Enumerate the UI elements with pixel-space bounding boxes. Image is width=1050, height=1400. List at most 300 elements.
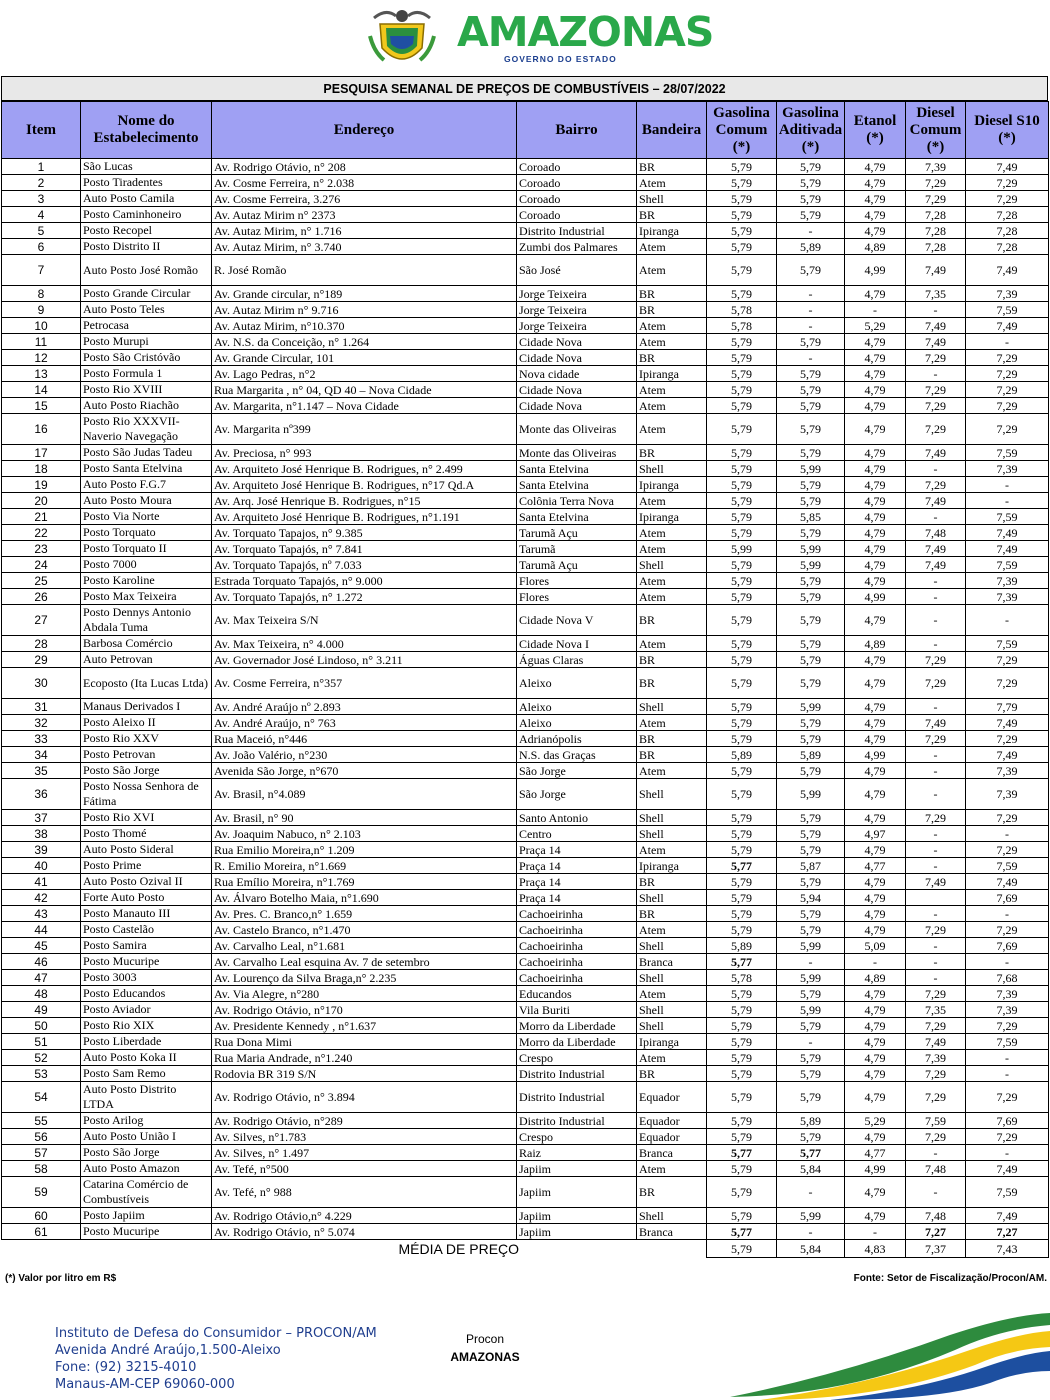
cell-flag: Shell [637,826,707,842]
cell-item: 42 [2,890,81,906]
col-gas-common: Gasolina Comum (*) [707,102,777,159]
cell-diesel: 7,49 [906,445,966,461]
cell-district: Morro da Liberdade [517,1034,637,1050]
cell-flag: BR [637,874,707,890]
cell-ethanol: - [845,954,906,970]
table-row [2,1066,1049,1082]
col-item: Item [2,102,81,159]
cell-station-name: Posto Samira [81,938,212,954]
cell-district: Jorge Teixeira [517,302,637,318]
cell-station-name: Auto Posto União I [81,1129,212,1145]
cell-address: Av. Pres. C. Branco,n° 1.659 [212,906,517,922]
cell-district: Distrito Industrial [517,1082,637,1113]
cell-flag: Shell [637,461,707,477]
cell-gas-additive: 5,79 [777,175,845,191]
avg-diesel: 7,37 [906,1240,966,1258]
col-name-line1: Nome do [117,113,175,129]
cell-flag: Shell [637,810,707,826]
cell-diesel-s10: 7,29 [966,191,1049,207]
cell-station-name: Posto 3003 [81,970,212,986]
cell-ethanol: 4,79 [845,191,906,207]
cell-diesel-s10: - [966,1050,1049,1066]
cell-gas-additive: 5,79 [777,159,845,175]
table-row [2,890,1049,906]
cell-item: 45 [2,938,81,954]
cell-station-name: Barbosa Comércio [81,636,212,652]
cell-station-name: Auto Posto F.G.7 [81,477,212,493]
cell-ethanol: 4,79 [845,175,906,191]
cell-district: Distrito Industrial [517,223,637,239]
cell-station-name: Posto Rio XVI [81,810,212,826]
cell-gas-additive: 5,99 [777,970,845,986]
cell-flag: Shell [637,970,707,986]
cell-diesel-s10: - [966,826,1049,842]
table-row [2,334,1049,350]
cell-diesel: - [906,906,966,922]
cell-item: 57 [2,1145,81,1161]
cell-district: Cachoeirinha [517,906,637,922]
cell-address: Av. Via Alegre, n°280 [212,986,517,1002]
cell-gas-additive: 5,79 [777,334,845,350]
cell-flag: BR [637,1177,707,1208]
cell-diesel: 7,29 [906,477,966,493]
cell-gas-common: 5,79 [707,652,777,668]
cell-flag: BR [637,652,707,668]
cell-flag: Atem [637,255,707,286]
cell-gas-common: 5,79 [707,922,777,938]
cell-address: Av. Arq. José Henrique B. Rodrigues, n°15 [212,493,517,509]
cell-district: Flores [517,573,637,589]
cell-district: Cidade Nova I [517,636,637,652]
cell-item: 29 [2,652,81,668]
cell-gas-common: 5,79 [707,255,777,286]
table-body [2,159,1049,1240]
cell-item: 16 [2,414,81,445]
cell-item: 52 [2,1050,81,1066]
cell-diesel-s10: - [966,954,1049,970]
cell-gas-common: 5,79 [707,810,777,826]
cell-address: Av. Lourenço da Silva Braga,n° 2.235 [212,970,517,986]
cell-item: 12 [2,350,81,366]
table-row [2,922,1049,938]
cell-ethanol: 4,99 [845,1161,906,1177]
table-row [2,557,1049,573]
cell-ethanol: 4,79 [845,477,906,493]
cell-diesel: - [906,302,966,318]
cell-item: 33 [2,731,81,747]
cell-item: 19 [2,477,81,493]
cell-diesel-s10: 7,49 [966,747,1049,763]
cell-diesel-s10: - [966,906,1049,922]
brand-name: AMAZONAS [457,8,714,56]
cell-station-name: Posto Distrito II [81,239,212,255]
cell-district: Japiim [517,1177,637,1208]
cell-item: 5 [2,223,81,239]
cell-gas-common: 5,79 [707,525,777,541]
cell-diesel: 7,49 [906,541,966,557]
cell-gas-additive: - [777,223,845,239]
cell-address: Rua Emilio Moreira,n° 1.209 [212,842,517,858]
cell-diesel-s10: 7,59 [966,1034,1049,1050]
cell-gas-additive: 5,79 [777,874,845,890]
table-row [2,1082,1049,1113]
cell-district: Morro da Liberdade [517,1018,637,1034]
cell-diesel: 7,29 [906,382,966,398]
cell-item: 26 [2,589,81,605]
cell-ethanol: 4,79 [845,207,906,223]
cell-item: 31 [2,699,81,715]
cell-district: Crespo [517,1050,637,1066]
cell-gas-common: 5,79 [707,191,777,207]
cell-ethanol: 4,79 [845,1018,906,1034]
cell-station-name: Petrocasa [81,318,212,334]
cell-gas-common: 5,79 [707,906,777,922]
cell-diesel [906,890,966,906]
cell-ethanol: 4,79 [845,382,906,398]
cell-gas-common: 5,77 [707,1145,777,1161]
cell-diesel-s10: 7,49 [966,1208,1049,1224]
cell-ethanol: 4,89 [845,636,906,652]
cell-item: 15 [2,398,81,414]
cell-address: Av. Torquato Tapajós, nº 7.033 [212,557,517,573]
cell-station-name: Auto Posto Moura [81,493,212,509]
cell-ethanol: 4,79 [845,1050,906,1066]
cell-diesel: 7,29 [906,652,966,668]
cell-diesel: 7,49 [906,318,966,334]
cell-gas-common: 5,79 [707,493,777,509]
cell-diesel-s10: 7,59 [966,509,1049,525]
cell-address: Av. Rodrigo Otávio, n°289 [212,1113,517,1129]
cell-gas-common: 5,79 [707,636,777,652]
table-row [2,445,1049,461]
cell-station-name: Posto Thomé [81,826,212,842]
cell-gas-additive: 5,87 [777,858,845,874]
cell-item: 46 [2,954,81,970]
cell-district: São José [517,255,637,286]
cell-address: Av. Torquato Tapajos, n° 9.385 [212,525,517,541]
cell-ethanol: 4,79 [845,334,906,350]
table-row [2,286,1049,302]
cell-flag: BR [637,668,707,699]
cell-station-name: São Lucas [81,159,212,175]
cell-diesel-s10: 7,29 [966,731,1049,747]
cell-gas-common: 5,79 [707,557,777,573]
table-row [2,414,1049,445]
cell-diesel: 7,48 [906,1161,966,1177]
table-row [2,668,1049,699]
col-address: Endereço [212,102,517,159]
cell-ethanol: 4,79 [845,874,906,890]
cell-gas-common: 5,79 [707,1208,777,1224]
cell-district: São Jorge [517,763,637,779]
cell-station-name: Posto Educandos [81,986,212,1002]
cell-gas-common: 5,79 [707,1113,777,1129]
cell-station-name: Manaus Derivados I [81,699,212,715]
cell-diesel-s10: 7,29 [966,175,1049,191]
cell-ethanol: 4,99 [845,589,906,605]
table-row [2,382,1049,398]
cell-diesel-s10: 7,49 [966,318,1049,334]
cell-district: Tarumã Açu [517,525,637,541]
cell-ethanol: 4,79 [845,525,906,541]
cell-item: 56 [2,1129,81,1145]
cell-gas-additive: 5,79 [777,207,845,223]
cell-item: 39 [2,842,81,858]
cell-item: 41 [2,874,81,890]
cell-gas-additive: 5,79 [777,1129,845,1145]
cell-diesel-s10: - [966,1145,1049,1161]
cell-ethanol: 4,79 [845,1082,906,1113]
cell-address: Av. Torquato Tapajós, n° 7.841 [212,541,517,557]
cell-station-name: Posto Santa Etelvina [81,461,212,477]
cell-district: Monte das Oliveiras [517,445,637,461]
cell-address: Av. Arquiteto José Henrique B. Rodrigues, n°1.191 [212,509,517,525]
cell-ethanol: 4,79 [845,509,906,525]
cell-ethanol: 4,79 [845,350,906,366]
cell-gas-common: 5,79 [707,731,777,747]
cell-address: Av. Presidente Kennedy , n°1.637 [212,1018,517,1034]
cell-district: Praça 14 [517,858,637,874]
cell-item: 43 [2,906,81,922]
cell-flag: Shell [637,1208,707,1224]
cell-district: Nova cidade [517,366,637,382]
table-row [2,731,1049,747]
cell-station-name: Posto Petrovan [81,747,212,763]
cell-address: Avenida São Jorge, n°670 [212,763,517,779]
cell-district: Jorge Teixeira [517,318,637,334]
table-row [2,477,1049,493]
cell-diesel: - [906,842,966,858]
cell-gas-additive: 5,99 [777,541,845,557]
col-name [81,102,212,159]
cell-diesel: - [906,573,966,589]
procon-address [55,1325,377,1393]
cell-item: 61 [2,1224,81,1240]
cell-station-name: Posto São Jorge [81,763,212,779]
cell-district: Tarumã [517,541,637,557]
cell-address: Rua Margarita , n° 04, QD 40 – Nova Cidade [212,382,517,398]
cell-station-name: Posto Sam Remo [81,1066,212,1082]
cell-diesel-s10: 7,59 [966,557,1049,573]
footnote-source: Fonte: Setor de Fiscalização/Procon/AM. [853,1273,1047,1284]
cell-gas-common: 5,79 [707,1002,777,1018]
cell-station-name: Auto Posto Riachão [81,398,212,414]
cell-flag: Ipiranga [637,858,707,874]
table-row [2,525,1049,541]
cell-diesel: 7,49 [906,493,966,509]
table-row [2,636,1049,652]
col-ethanol: Etanol (*) [845,102,906,159]
cell-ethanol: 4,79 [845,398,906,414]
cell-district: Japiim [517,1208,637,1224]
cell-gas-additive: 5,79 [777,255,845,286]
cell-item: 48 [2,986,81,1002]
cell-diesel-s10: 7,59 [966,302,1049,318]
table-row [2,302,1049,318]
cell-address: Av. Brasil, n° 90 [212,810,517,826]
cell-diesel-s10: 7,28 [966,239,1049,255]
cell-item: 23 [2,541,81,557]
cell-gas-common: 5,89 [707,747,777,763]
cell-flag: Branca [637,1145,707,1161]
cell-diesel-s10: 7,39 [966,763,1049,779]
cell-flag: BR [637,350,707,366]
cell-flag: Atem [637,922,707,938]
cell-diesel: - [906,589,966,605]
cell-gas-common: 5,77 [707,954,777,970]
cell-item: 17 [2,445,81,461]
cell-district: Santa Etelvina [517,461,637,477]
cell-diesel: - [906,858,966,874]
cell-district: Crespo [517,1129,637,1145]
table-row [2,826,1049,842]
cell-address: Rua Maria Andrade, n°1.240 [212,1050,517,1066]
cell-ethanol: 4,79 [845,445,906,461]
cell-flag: BR [637,1066,707,1082]
cell-district: Japiim [517,1224,637,1240]
cell-diesel-s10: 7,28 [966,207,1049,223]
cell-gas-common: 5,79 [707,350,777,366]
cell-diesel: 7,35 [906,286,966,302]
cell-ethanol: 4,79 [845,557,906,573]
cell-district: Santa Etelvina [517,477,637,493]
cell-item: 4 [2,207,81,223]
cell-diesel-s10: 7,39 [966,573,1049,589]
cell-station-name: Posto Japiim [81,1208,212,1224]
address-line-4: Manaus-AM-CEP 69060-000 [55,1377,235,1392]
cell-item: 30 [2,668,81,699]
cell-ethanol: - [845,302,906,318]
cell-item: 3 [2,191,81,207]
cell-gas-common: 5,79 [707,382,777,398]
cell-diesel: 7,28 [906,223,966,239]
cell-gas-additive: 5,79 [777,493,845,509]
cell-diesel: - [906,1177,966,1208]
cell-district: São Jorge [517,779,637,810]
cell-diesel-s10: 7,49 [966,874,1049,890]
cell-district: Cachoeirinha [517,922,637,938]
cell-address: Av. Margarita nº399 [212,414,517,445]
cell-item: 24 [2,557,81,573]
table-row [2,573,1049,589]
cell-gas-common: 5,79 [707,207,777,223]
table-row [2,699,1049,715]
table-row [2,191,1049,207]
cell-gas-additive: 5,94 [777,890,845,906]
cell-diesel-s10: - [966,1066,1049,1082]
fuel-price-table [1,101,1049,1258]
cell-station-name: Posto Via Norte [81,509,212,525]
cell-diesel: 7,29 [906,1066,966,1082]
cell-diesel: 7,39 [906,159,966,175]
cell-diesel: 7,35 [906,1002,966,1018]
cell-gas-common: 5,79 [707,699,777,715]
cell-station-name: Posto Aleixo II [81,715,212,731]
cell-address: Av. Rodrigo Otávio, n° 3.894 [212,1082,517,1113]
cell-ethanol: 4,79 [845,1177,906,1208]
col-gas-additive: Gasolina Aditivada (*) [777,102,845,159]
cell-diesel: - [906,366,966,382]
cell-gas-common: 5,79 [707,366,777,382]
cell-item: 21 [2,509,81,525]
cell-diesel: - [906,826,966,842]
table-row [2,747,1049,763]
cell-diesel: - [906,747,966,763]
cell-diesel: 7,29 [906,986,966,1002]
cell-address: Av. Preciosa, n° 993 [212,445,517,461]
cell-ethanol: 4,79 [845,159,906,175]
table-row [2,1002,1049,1018]
cell-gas-common: 5,99 [707,541,777,557]
cell-station-name: Ecoposto (Ita Lucas Ltda) [81,668,212,699]
cell-address: Av. Cosme Ferreira, 3.276 [212,191,517,207]
cell-station-name: Auto Posto José Romão [81,255,212,286]
cell-gas-common: 5,78 [707,302,777,318]
cell-ethanol: - [845,1224,906,1240]
cell-district: Coroado [517,191,637,207]
cell-gas-additive: 5,79 [777,1066,845,1082]
cell-diesel-s10: 7,29 [966,668,1049,699]
cell-flag: Atem [637,1050,707,1066]
cell-diesel: - [906,938,966,954]
cell-address: Av. André Araújo nº 2.893 [212,699,517,715]
cell-address: Av. Arquiteto José Henrique B. Rodrigues, n°17 Qd.A [212,477,517,493]
cell-station-name: Posto Liberdade [81,1034,212,1050]
cell-district: Cachoeirinha [517,970,637,986]
cell-district: Cidade Nova [517,382,637,398]
footnote-unit: (*) Valor por litro em R$ [5,1273,117,1284]
avg-gas-additive: 5,84 [777,1240,845,1258]
cell-address: Av. Autaz Mirim n° 9.716 [212,302,517,318]
cell-ethanol: 4,79 [845,223,906,239]
cell-gas-common: 5,79 [707,223,777,239]
cell-flag: Atem [637,493,707,509]
cell-diesel: 7,29 [906,398,966,414]
cell-ethanol: 4,79 [845,731,906,747]
cell-diesel-s10: 7,49 [966,525,1049,541]
cell-diesel: - [906,779,966,810]
cell-item: 9 [2,302,81,318]
cell-diesel: 7,29 [906,731,966,747]
cell-address: Av. Grande Circular, 101 [212,350,517,366]
cell-diesel-s10: 7,59 [966,1177,1049,1208]
cell-flag: BR [637,159,707,175]
cell-diesel-s10: 7,59 [966,445,1049,461]
cell-diesel-s10: 7,28 [966,223,1049,239]
cell-district: Centro [517,826,637,842]
cell-district: Aleixo [517,715,637,731]
cell-diesel: 7,29 [906,1129,966,1145]
cell-item: 35 [2,763,81,779]
cell-diesel-s10: 7,39 [966,779,1049,810]
average-row [2,1240,1049,1258]
cell-gas-additive: - [777,286,845,302]
table-row [2,493,1049,509]
cell-address: Av. Rodrigo Otávio, n°170 [212,1002,517,1018]
cell-diesel: 7,49 [906,715,966,731]
cell-diesel-s10: 7,29 [966,810,1049,826]
cell-gas-common: 5,79 [707,1050,777,1066]
cell-address: Av. Autaz Mirim, n°10.370 [212,318,517,334]
cell-district: Cidade Nova [517,350,637,366]
cell-diesel-s10: - [966,477,1049,493]
cell-flag: BR [637,286,707,302]
cell-gas-additive: 5,99 [777,1002,845,1018]
cell-station-name: Posto Torquato [81,525,212,541]
cell-gas-additive: - [777,954,845,970]
cell-district: Praça 14 [517,890,637,906]
cell-diesel-s10: - [966,605,1049,636]
